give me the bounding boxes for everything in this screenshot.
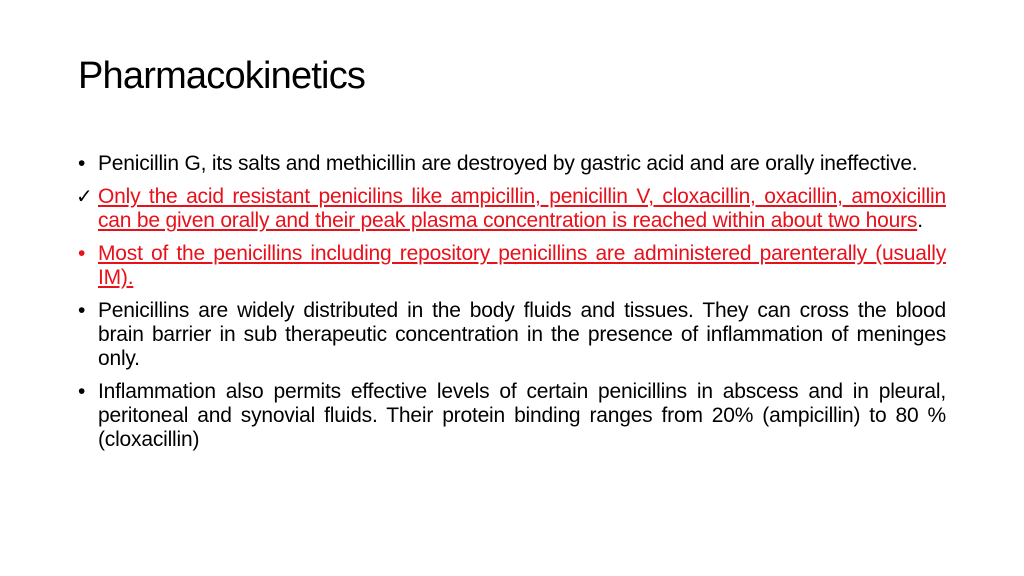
- bullet-dot-icon: •: [78, 242, 86, 265]
- bullet-text: Penicillin G, its salts and methicillin are destroyed by gastric acid and are orally ineffective.: [98, 152, 918, 175]
- bullet-list: [76, 152, 946, 461]
- bullet-dot-icon: •: [78, 299, 86, 322]
- checkmark-icon: ✓: [76, 186, 93, 208]
- bullet-text: Penicillins are widely distributed in the body fluids and tissues. They can cross the blood brain barrier in sub therapeutic concentration in the presence of inflammation of meninges only.: [98, 299, 946, 370]
- bullet-item-inflammation: [76, 380, 946, 452]
- slide-title: Pharmacokinetics: [78, 55, 366, 97]
- bullet-dot-icon: •: [78, 152, 86, 175]
- bullet-item-acid-resistant: [76, 185, 946, 233]
- bullet-item-distribution: [76, 299, 946, 371]
- bullet-text: Inflammation also permits effective levels of certain penicillins in abscess and in pleural, peritoneal and synovial fluids. Their protein binding ranges from 20% (ampicillin) to 80 % (cloxacillin): [98, 380, 946, 451]
- bullet-text: Only the acid resistant penicilins like ampicillin, penicillin V, cloxacillin, oxacillin, amoxicillin can be given orally and their peak plasma concentration is reached within about two hours: [98, 185, 946, 232]
- bullet-item-parenteral: [76, 242, 946, 290]
- bullet-item-oral-ineffective: [76, 152, 946, 176]
- bullet-text: Most of the penicillins including repository penicillins are administered parenterally (usually IM).: [98, 242, 946, 289]
- bullet-suffix: .: [917, 209, 923, 232]
- bullet-dot-icon: •: [78, 380, 86, 403]
